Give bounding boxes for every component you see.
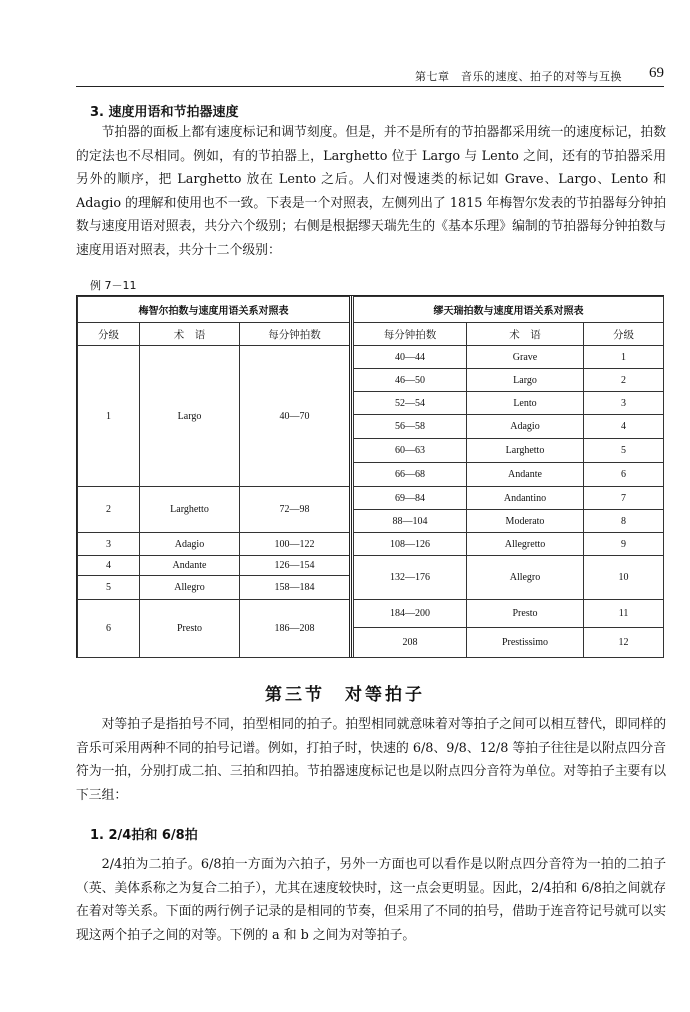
miao-tianrui-table — [353, 296, 664, 658]
right-term-6: Andante — [467, 463, 584, 487]
section-paragraph — [76, 713, 666, 807]
right-bpm-4: 56—58 — [354, 415, 467, 439]
right-level-3: 3 — [584, 392, 664, 415]
table-row — [78, 600, 350, 658]
table-row — [354, 556, 664, 600]
right-term-7: Andantino — [467, 487, 584, 510]
table-row — [78, 487, 350, 533]
table-row — [354, 346, 664, 369]
right-term-2: Largo — [467, 369, 584, 392]
right-level-2: 2 — [584, 369, 664, 392]
left-bpm-4: 126—154 — [240, 556, 350, 576]
right-bpm-1: 40—44 — [354, 346, 467, 369]
right-level-4: 4 — [584, 415, 664, 439]
left-term-2: Larghetto — [140, 487, 240, 533]
table-row — [354, 533, 664, 556]
left-bpm-6: 186—208 — [240, 600, 350, 658]
right-level-6: 6 — [584, 463, 664, 487]
section3-heading: 3. 速度用语和节拍器速度 — [90, 105, 239, 120]
left-term-5: Allegro — [140, 576, 240, 600]
section3-paragraph — [76, 121, 666, 262]
right-level-5: 5 — [584, 439, 664, 463]
table-row — [354, 463, 664, 487]
table-row — [354, 392, 664, 415]
right-level-1: 1 — [584, 346, 664, 369]
left-level-1: 1 — [78, 346, 140, 487]
right-bpm-10: 132—176 — [354, 556, 467, 600]
left-header-level: 分级 — [78, 323, 140, 346]
left-level-4: 4 — [78, 556, 140, 576]
right-term-3: Lento — [467, 392, 584, 415]
left-level-2: 2 — [78, 487, 140, 533]
right-bpm-5: 60—63 — [354, 439, 467, 463]
right-bpm-11: 184—200 — [354, 600, 467, 628]
left-term-4: Andante — [140, 556, 240, 576]
right-term-4: Adagio — [467, 415, 584, 439]
section-text: 对等拍子是指拍号不同，拍型相同的拍子。拍型相同就意味着对等拍子之间可以相互替代，即同样的音乐可采用两种不同的拍号记谱。例如，打拍子时，快速的 6/8、9/8、12/8 等拍子往往是以附点四分音符为一拍，分别打成二拍、三拍和四拍。节拍器速度标记也是以附点四分音符为单位。对等拍子主要有以下三组： — [76, 717, 666, 803]
table-row — [78, 533, 350, 556]
section-title: 第三节 对等拍子 — [265, 685, 425, 705]
table-row — [354, 487, 664, 510]
left-term-3: Adagio — [140, 533, 240, 556]
right-level-7: 7 — [584, 487, 664, 510]
mälzel-table — [77, 296, 350, 658]
left-level-6: 6 — [78, 600, 140, 658]
left-bpm-1: 40—70 — [240, 346, 350, 487]
table-row — [354, 415, 664, 439]
subsection-text: 2/4拍为二拍子。6/8拍一方面为六拍子，另外一方面也可以看作是以附点四分音符为一拍的二拍子（英、美体系称之为复合二拍子），尤其在速度较快时，这一点会更明显。因此，2/4拍和 6/8拍之间就存在着对等关系。下面的两行例子记录的是相同的节奏，但采用了不同的拍号，借助于连音符记号就可以实现这两个拍子之间的对等。下例的 a 和 b 之间为对等拍子。 — [76, 857, 666, 943]
right-term-10: Allegro — [467, 556, 584, 600]
right-table-title: 缪天瑞拍数与速度用语关系对照表 — [354, 297, 664, 323]
example-label: 例 7－11 — [90, 279, 137, 292]
left-header-bpm: 每分钟拍数 — [240, 323, 350, 346]
left-term-1: Largo — [140, 346, 240, 487]
right-level-9: 9 — [584, 533, 664, 556]
subsection-paragraph — [76, 853, 666, 947]
left-table-title: 梅智尔拍数与速度用语关系对照表 — [78, 297, 350, 323]
right-header-term: 术 语 — [467, 323, 584, 346]
tempo-comparison-table — [76, 295, 664, 658]
section3-text: 节拍器的面板上都有速度标记和调节刻度。但是，并不是所有的节拍器都采用统一的速度标记，拍数的定法也不尽相同。例如，有的节拍器上，Larghetto 位于 Largo 与 Lento 之间，还有的节拍器采用另外的顺序，把 Larghetto 放在 Lento 之后。人们对慢速类的标记如 Grave、Largo、Lento 和 Adagio 的理解和使用也不一致。下表是一个对照表，左侧列出了 1815 年梅智尔发表的节拍器每分钟拍数与速度用语对照表，共分六个级别；右侧是根据缪天瑞先生的《基本乐理》编制的节拍器每分钟拍数与速度用语对照表，共分十二个级别： — [76, 125, 666, 258]
subsection-heading: 1. 2/4拍和 6/8拍 — [90, 828, 198, 843]
right-term-12: Prestissimo — [467, 628, 584, 658]
right-header-level: 分级 — [584, 323, 664, 346]
right-bpm-7: 69—84 — [354, 487, 467, 510]
table-row — [78, 556, 350, 576]
right-term-1: Grave — [467, 346, 584, 369]
right-level-11: 11 — [584, 600, 664, 628]
right-bpm-8: 88—104 — [354, 510, 467, 533]
right-term-5: Larghetto — [467, 439, 584, 463]
right-level-8: 8 — [584, 510, 664, 533]
table-row — [78, 576, 350, 600]
table-row — [354, 439, 664, 463]
left-level-5: 5 — [78, 576, 140, 600]
right-bpm-3: 52—54 — [354, 392, 467, 415]
table-row — [78, 346, 350, 487]
table-row — [354, 628, 664, 658]
table-row — [354, 600, 664, 628]
left-level-3: 3 — [78, 533, 140, 556]
right-term-8: Moderato — [467, 510, 584, 533]
chapter-title: 第七章 音乐的速度、拍子的对等与互换 — [415, 70, 622, 83]
running-header — [76, 66, 664, 87]
right-term-11: Presto — [467, 600, 584, 628]
left-term-6: Presto — [140, 600, 240, 658]
right-level-12: 12 — [584, 628, 664, 658]
table-row — [354, 369, 664, 392]
page-number: 69 — [649, 65, 664, 81]
right-bpm-12: 208 — [354, 628, 467, 658]
right-bpm-9: 108—126 — [354, 533, 467, 556]
table-divider — [349, 296, 352, 657]
left-bpm-3: 100—122 — [240, 533, 350, 556]
left-bpm-2: 72—98 — [240, 487, 350, 533]
right-bpm-6: 66—68 — [354, 463, 467, 487]
right-level-10: 10 — [584, 556, 664, 600]
left-header-term: 术 语 — [140, 323, 240, 346]
table-row — [354, 510, 664, 533]
left-bpm-5: 158—184 — [240, 576, 350, 600]
right-term-9: Allegretto — [467, 533, 584, 556]
right-header-bpm: 每分钟拍数 — [354, 323, 467, 346]
right-bpm-2: 46—50 — [354, 369, 467, 392]
